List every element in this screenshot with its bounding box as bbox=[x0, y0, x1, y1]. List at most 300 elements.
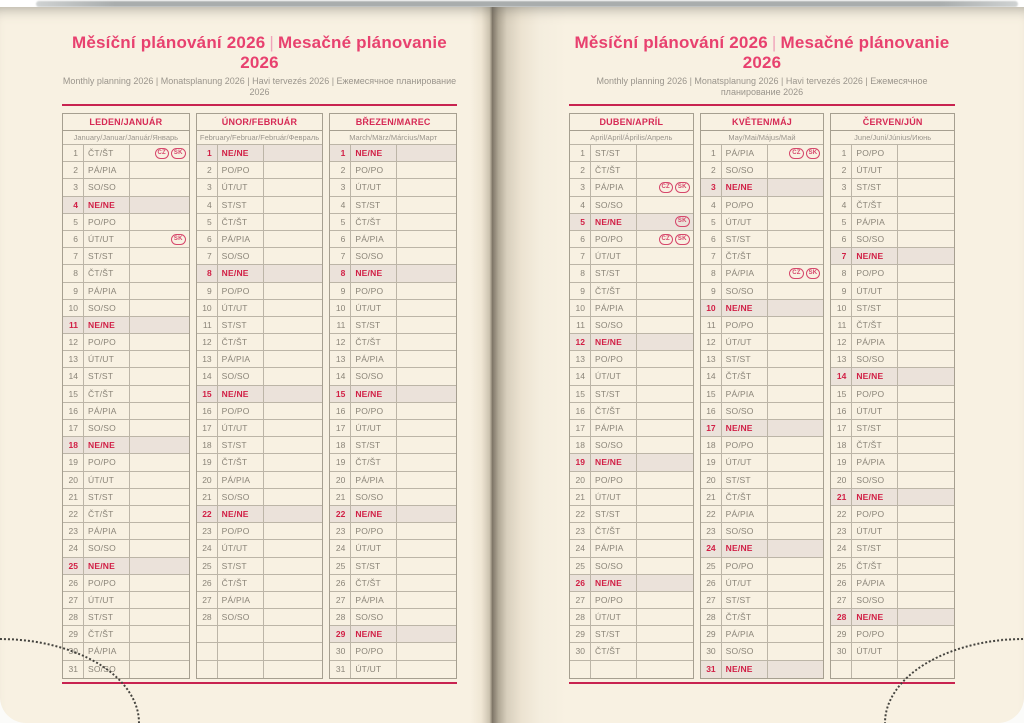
day-row bbox=[63, 162, 189, 179]
day-number: 9 bbox=[330, 283, 351, 299]
day-row bbox=[570, 506, 693, 523]
notes-cell bbox=[768, 179, 824, 195]
holiday-badge-cz: CZ bbox=[155, 148, 169, 159]
weekday-label: PÁ/PIA bbox=[852, 334, 898, 350]
weekday-label: ÚT/UT bbox=[591, 489, 637, 505]
month-grid-left bbox=[62, 113, 457, 679]
day-row bbox=[63, 523, 189, 540]
day-row bbox=[570, 317, 693, 334]
month-table bbox=[329, 113, 457, 679]
page-title-secondary: Mesačné plánovanie 2026 bbox=[742, 33, 950, 72]
day-row bbox=[63, 437, 189, 454]
weekday-label: ÚT/UT bbox=[351, 300, 397, 316]
notes-cell bbox=[130, 231, 189, 247]
day-number: 25 bbox=[701, 558, 722, 574]
day-number: 10 bbox=[570, 300, 591, 316]
weekday-label: ÚT/UT bbox=[84, 231, 130, 247]
weekday-label: ST/ST bbox=[218, 197, 264, 213]
weekday-label: NE/NE bbox=[852, 609, 898, 625]
day-number: 1 bbox=[63, 145, 84, 161]
day-row bbox=[701, 283, 824, 300]
day-row bbox=[570, 558, 693, 575]
month-title: ÚNOR/FEBRUÁR bbox=[197, 114, 323, 131]
day-number: 7 bbox=[63, 248, 84, 264]
weekday-label: ÚT/UT bbox=[852, 283, 898, 299]
day-row bbox=[570, 626, 693, 643]
notes-cell bbox=[768, 626, 824, 642]
day-row bbox=[330, 334, 456, 351]
notes-cell bbox=[264, 472, 323, 488]
weekday-label bbox=[218, 643, 264, 659]
day-number: 8 bbox=[197, 265, 218, 281]
notes-cell bbox=[768, 317, 824, 333]
weekday-label: NE/NE bbox=[591, 575, 637, 591]
day-number: 25 bbox=[330, 558, 351, 574]
day-row bbox=[63, 403, 189, 420]
page-right-content bbox=[569, 33, 955, 684]
day-row bbox=[831, 643, 954, 660]
notes-cell bbox=[768, 540, 824, 556]
day-number: 14 bbox=[63, 368, 84, 384]
weekday-label: ÚT/UT bbox=[852, 162, 898, 178]
day-row bbox=[63, 575, 189, 592]
day-row bbox=[831, 179, 954, 196]
day-row bbox=[701, 386, 824, 403]
notes-cell bbox=[130, 575, 189, 591]
day-number: 31 bbox=[63, 661, 84, 678]
notes-cell bbox=[898, 403, 954, 419]
day-row bbox=[197, 162, 323, 179]
month-body bbox=[701, 145, 824, 678]
day-number: 14 bbox=[330, 368, 351, 384]
weekday-label: ČT/ŠT bbox=[852, 197, 898, 213]
day-row bbox=[197, 368, 323, 385]
day-number: 28 bbox=[63, 609, 84, 625]
empty-row bbox=[197, 661, 323, 678]
day-row bbox=[570, 179, 693, 196]
day-row bbox=[831, 592, 954, 609]
weekday-label: ČT/ŠT bbox=[84, 145, 130, 161]
weekday-label: ÚT/UT bbox=[351, 179, 397, 195]
weekday-label: PÁ/PIA bbox=[218, 472, 264, 488]
notes-cell bbox=[637, 162, 693, 178]
weekday-label: PÁ/PIA bbox=[84, 643, 130, 659]
day-row bbox=[570, 145, 693, 162]
weekday-label: NE/NE bbox=[218, 145, 264, 161]
notes-cell bbox=[397, 420, 456, 436]
day-row bbox=[330, 351, 456, 368]
notes-cell bbox=[130, 179, 189, 195]
day-number: 1 bbox=[701, 145, 722, 161]
notes-cell bbox=[397, 523, 456, 539]
weekday-label: ČT/ŠT bbox=[722, 609, 768, 625]
weekday-label: PO/PO bbox=[852, 386, 898, 402]
day-row bbox=[570, 609, 693, 626]
weekday-label: ÚT/UT bbox=[591, 609, 637, 625]
weekday-label: ST/ST bbox=[852, 540, 898, 556]
day-number: 7 bbox=[701, 248, 722, 264]
day-number: 3 bbox=[197, 179, 218, 195]
notes-cell bbox=[397, 248, 456, 264]
day-row bbox=[330, 368, 456, 385]
day-row bbox=[701, 265, 824, 282]
notes-cell bbox=[637, 231, 693, 247]
holiday-badge-sk: SK bbox=[171, 234, 186, 245]
open-book bbox=[0, 7, 1024, 723]
notes-cell bbox=[397, 454, 456, 470]
weekday-label: SO/SO bbox=[722, 283, 768, 299]
day-number: 5 bbox=[197, 214, 218, 230]
day-row bbox=[63, 334, 189, 351]
weekday-label: ÚT/UT bbox=[722, 454, 768, 470]
day-row bbox=[330, 540, 456, 557]
day-row bbox=[831, 265, 954, 282]
day-row bbox=[831, 437, 954, 454]
notes-cell bbox=[397, 472, 456, 488]
day-number: 5 bbox=[701, 214, 722, 230]
weekday-label: NE/NE bbox=[852, 489, 898, 505]
day-row bbox=[570, 472, 693, 489]
notes-cell bbox=[264, 231, 323, 247]
day-number: 20 bbox=[831, 472, 852, 488]
day-row bbox=[831, 283, 954, 300]
weekday-label: PÁ/PIA bbox=[351, 472, 397, 488]
weekday-label: NE/NE bbox=[351, 626, 397, 642]
day-row bbox=[63, 300, 189, 317]
weekday-label: PÁ/PIA bbox=[722, 626, 768, 642]
weekday-label: ÚT/UT bbox=[84, 592, 130, 608]
day-number: 26 bbox=[831, 575, 852, 591]
day-number: 9 bbox=[63, 283, 84, 299]
day-row bbox=[330, 317, 456, 334]
notes-cell bbox=[637, 643, 693, 659]
header-rule bbox=[569, 104, 955, 106]
day-row bbox=[63, 283, 189, 300]
month-subtitle: May/Mai/Május/Май bbox=[701, 131, 824, 145]
weekday-label: ST/ST bbox=[591, 145, 637, 161]
weekday-label: PO/PO bbox=[218, 162, 264, 178]
day-number: 25 bbox=[570, 558, 591, 574]
day-number: 17 bbox=[570, 420, 591, 436]
day-number: 14 bbox=[701, 368, 722, 384]
day-number: 2 bbox=[63, 162, 84, 178]
day-number: 24 bbox=[330, 540, 351, 556]
weekday-label: ST/ST bbox=[591, 386, 637, 402]
notes-cell bbox=[397, 162, 456, 178]
notes-cell bbox=[637, 575, 693, 591]
day-row bbox=[197, 214, 323, 231]
notes-cell bbox=[397, 592, 456, 608]
day-row bbox=[831, 231, 954, 248]
day-number bbox=[570, 661, 591, 678]
weekday-label: PO/PO bbox=[591, 472, 637, 488]
day-row bbox=[63, 489, 189, 506]
day-number: 5 bbox=[831, 214, 852, 230]
day-number: 9 bbox=[831, 283, 852, 299]
notes-cell bbox=[768, 403, 824, 419]
notes-cell bbox=[898, 283, 954, 299]
month-subtitle: January/Januar/Január/Январь bbox=[63, 131, 189, 145]
weekday-label: ČT/ŠT bbox=[722, 368, 768, 384]
notes-cell bbox=[130, 248, 189, 264]
day-row bbox=[197, 592, 323, 609]
weekday-label: NE/NE bbox=[591, 334, 637, 350]
notes-cell bbox=[898, 506, 954, 522]
day-row bbox=[570, 420, 693, 437]
day-number: 17 bbox=[701, 420, 722, 436]
weekday-label: PÁ/PIA bbox=[591, 540, 637, 556]
day-row bbox=[701, 317, 824, 334]
weekday-label: ČT/ŠT bbox=[591, 403, 637, 419]
day-row bbox=[701, 489, 824, 506]
day-row bbox=[701, 351, 824, 368]
weekday-label: ČT/ŠT bbox=[722, 489, 768, 505]
notes-cell bbox=[130, 609, 189, 625]
empty-row bbox=[570, 661, 693, 678]
month-title: KVĚTEN/MÁJ bbox=[701, 114, 824, 131]
notes-cell bbox=[898, 609, 954, 625]
page-title-primary: Měsíční plánování 2026 bbox=[72, 33, 266, 52]
day-row bbox=[701, 626, 824, 643]
day-row bbox=[197, 283, 323, 300]
weekday-label: SO/SO bbox=[852, 592, 898, 608]
notes-cell bbox=[264, 197, 323, 213]
day-number: 1 bbox=[570, 145, 591, 161]
notes-cell bbox=[898, 248, 954, 264]
notes-cell bbox=[264, 265, 323, 281]
weekday-label: PO/PO bbox=[351, 162, 397, 178]
weekday-label: SO/SO bbox=[722, 162, 768, 178]
notes-cell bbox=[264, 626, 323, 642]
day-row bbox=[197, 334, 323, 351]
notes-cell bbox=[898, 489, 954, 505]
weekday-label: PO/PO bbox=[722, 317, 768, 333]
notes-cell bbox=[768, 575, 824, 591]
weekday-label: NE/NE bbox=[591, 454, 637, 470]
page-left bbox=[0, 7, 492, 723]
notes-cell bbox=[130, 454, 189, 470]
notes-cell bbox=[898, 197, 954, 213]
day-row bbox=[831, 454, 954, 471]
notes-cell bbox=[768, 368, 824, 384]
day-row bbox=[701, 472, 824, 489]
day-row bbox=[831, 506, 954, 523]
day-number: 15 bbox=[63, 386, 84, 402]
day-number: 23 bbox=[570, 523, 591, 539]
day-number: 21 bbox=[63, 489, 84, 505]
notes-cell bbox=[130, 386, 189, 402]
day-row bbox=[63, 661, 189, 678]
notes-cell bbox=[397, 231, 456, 247]
weekday-label: ČT/ŠT bbox=[218, 334, 264, 350]
notes-cell bbox=[637, 300, 693, 316]
day-row bbox=[831, 575, 954, 592]
day-number: 2 bbox=[831, 162, 852, 178]
notes-cell bbox=[264, 145, 323, 161]
weekday-label: PÁ/PIA bbox=[351, 231, 397, 247]
notes-cell bbox=[130, 472, 189, 488]
notes-cell bbox=[768, 300, 824, 316]
notes-cell bbox=[397, 214, 456, 230]
weekday-label: PÁ/PIA bbox=[351, 351, 397, 367]
footer-rule bbox=[62, 682, 457, 684]
weekday-label: ČT/ŠT bbox=[351, 575, 397, 591]
day-number: 6 bbox=[831, 231, 852, 247]
weekday-label: ČT/ŠT bbox=[84, 265, 130, 281]
day-number: 28 bbox=[831, 609, 852, 625]
day-number: 25 bbox=[197, 558, 218, 574]
day-row bbox=[831, 558, 954, 575]
day-number: 18 bbox=[63, 437, 84, 453]
notes-cell bbox=[768, 162, 824, 178]
day-row bbox=[570, 162, 693, 179]
notes-cell bbox=[768, 248, 824, 264]
weekday-label: ÚT/UT bbox=[351, 420, 397, 436]
day-number bbox=[831, 661, 852, 678]
day-number: 12 bbox=[330, 334, 351, 350]
day-number: 10 bbox=[330, 300, 351, 316]
day-number: 15 bbox=[570, 386, 591, 402]
day-row bbox=[63, 214, 189, 231]
weekday-label: ÚT/UT bbox=[84, 351, 130, 367]
day-row bbox=[330, 575, 456, 592]
month-subtitle: March/März/Március/Март bbox=[330, 131, 456, 145]
day-row bbox=[701, 575, 824, 592]
notes-cell bbox=[264, 368, 323, 384]
month-title: BŘEZEN/MAREC bbox=[330, 114, 456, 131]
notes-cell bbox=[637, 609, 693, 625]
weekday-label bbox=[852, 661, 898, 678]
notes-cell bbox=[898, 592, 954, 608]
notes-cell bbox=[397, 506, 456, 522]
day-number: 12 bbox=[197, 334, 218, 350]
day-number: 29 bbox=[570, 626, 591, 642]
notes-cell bbox=[637, 420, 693, 436]
day-number: 3 bbox=[63, 179, 84, 195]
month-table bbox=[569, 113, 694, 679]
notes-cell bbox=[898, 454, 954, 470]
weekday-label: ÚT/UT bbox=[218, 540, 264, 556]
notes-cell bbox=[898, 558, 954, 574]
notes-cell bbox=[397, 197, 456, 213]
day-number: 2 bbox=[701, 162, 722, 178]
day-row bbox=[330, 558, 456, 575]
weekday-label: ČT/ŠT bbox=[84, 386, 130, 402]
weekday-label: NE/NE bbox=[722, 540, 768, 556]
day-row bbox=[197, 437, 323, 454]
weekday-label: ST/ST bbox=[351, 197, 397, 213]
weekday-label: PO/PO bbox=[351, 403, 397, 419]
holiday-badge-sk: SK bbox=[675, 234, 690, 245]
notes-cell bbox=[264, 386, 323, 402]
notes-cell bbox=[130, 592, 189, 608]
day-number: 26 bbox=[197, 575, 218, 591]
day-number: 7 bbox=[831, 248, 852, 264]
day-number: 14 bbox=[197, 368, 218, 384]
weekday-label: PO/PO bbox=[218, 403, 264, 419]
weekday-label: ST/ST bbox=[722, 472, 768, 488]
notes-cell bbox=[898, 540, 954, 556]
day-row bbox=[197, 231, 323, 248]
day-number: 17 bbox=[63, 420, 84, 436]
notes-cell bbox=[130, 145, 189, 161]
notes-cell bbox=[264, 162, 323, 178]
title-separator: | bbox=[771, 33, 777, 52]
day-number: 25 bbox=[63, 558, 84, 574]
day-row bbox=[701, 420, 824, 437]
day-number bbox=[197, 643, 218, 659]
weekday-label: ÚT/UT bbox=[852, 403, 898, 419]
notes-cell bbox=[397, 368, 456, 384]
notes-cell bbox=[898, 145, 954, 161]
weekday-label: ČT/ŠT bbox=[84, 626, 130, 642]
day-row bbox=[831, 351, 954, 368]
day-row bbox=[330, 162, 456, 179]
notes-cell bbox=[130, 214, 189, 230]
weekday-label: SO/SO bbox=[852, 351, 898, 367]
day-number: 21 bbox=[330, 489, 351, 505]
weekday-label: PO/PO bbox=[722, 437, 768, 453]
day-number: 4 bbox=[63, 197, 84, 213]
weekday-label: ÚT/UT bbox=[84, 472, 130, 488]
day-row bbox=[63, 626, 189, 643]
notes-cell bbox=[898, 214, 954, 230]
day-number: 21 bbox=[197, 489, 218, 505]
holiday-badge-sk: SK bbox=[806, 148, 821, 159]
day-row bbox=[63, 420, 189, 437]
day-row bbox=[197, 523, 323, 540]
notes-cell bbox=[637, 197, 693, 213]
day-row bbox=[570, 386, 693, 403]
day-row bbox=[63, 643, 189, 660]
day-number: 23 bbox=[330, 523, 351, 539]
day-number: 12 bbox=[701, 334, 722, 350]
day-row bbox=[197, 248, 323, 265]
day-row bbox=[63, 506, 189, 523]
day-row bbox=[63, 351, 189, 368]
notes-cell bbox=[637, 661, 693, 678]
notes-cell bbox=[130, 403, 189, 419]
weekday-label: ST/ST bbox=[852, 420, 898, 436]
notes-cell bbox=[130, 317, 189, 333]
notes-cell bbox=[637, 472, 693, 488]
weekday-label: PO/PO bbox=[84, 575, 130, 591]
weekday-label: PO/PO bbox=[852, 626, 898, 642]
weekday-label: NE/NE bbox=[591, 214, 637, 230]
day-number: 3 bbox=[831, 179, 852, 195]
day-row bbox=[330, 179, 456, 196]
weekday-label: ST/ST bbox=[591, 265, 637, 281]
day-row bbox=[570, 437, 693, 454]
day-row bbox=[63, 248, 189, 265]
day-row bbox=[197, 179, 323, 196]
day-row bbox=[831, 197, 954, 214]
weekday-label: ČT/ŠT bbox=[852, 437, 898, 453]
notes-cell bbox=[264, 523, 323, 539]
day-number: 13 bbox=[330, 351, 351, 367]
day-row bbox=[63, 197, 189, 214]
day-row bbox=[197, 145, 323, 162]
day-number: 8 bbox=[330, 265, 351, 281]
weekday-label: NE/NE bbox=[722, 661, 768, 678]
month-subtitle: April/April/Április/Апрель bbox=[570, 131, 693, 145]
weekday-label: SO/SO bbox=[852, 472, 898, 488]
day-number: 19 bbox=[570, 454, 591, 470]
weekday-label: PO/PO bbox=[852, 506, 898, 522]
holiday-badge-cz: CZ bbox=[789, 268, 803, 279]
month-body bbox=[330, 145, 456, 678]
day-row bbox=[197, 403, 323, 420]
